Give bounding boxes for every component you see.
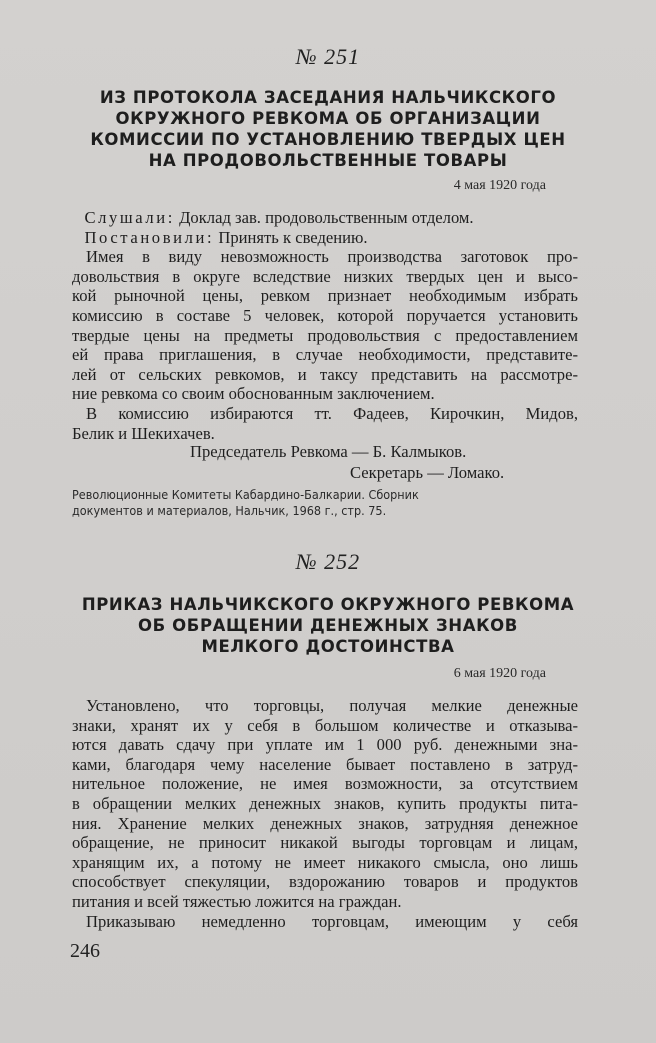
text-line: ются давать сдачу при уплате им 1 000 руб. денежными зна-: [72, 735, 578, 755]
text-line: довольствия в округе вследствие низких твердых цен и высо-: [72, 266, 578, 286]
text-line: В комиссию избираются тт. Фадеев, Кирочкин, Мидов,: [86, 403, 578, 423]
text-line: нительное положение, не имея возможности, за отсутствием: [72, 774, 578, 794]
heard-label: Слушали:: [84, 208, 175, 227]
text-line: питания и всей тяжестью ложится на граждан.: [72, 891, 402, 911]
document-body: [72, 696, 578, 931]
document-date: 6 мая 1920 года: [453, 666, 546, 681]
text-line: лей от сельских ревкомов, и таксу представить на рассмотре-: [72, 364, 578, 384]
document-title: [40, 87, 616, 171]
text-line: в обращении мелких денежных знаков, купить продукты пита-: [72, 793, 578, 813]
document-number: № 251: [295, 44, 361, 69]
document-title: [40, 594, 616, 657]
resolved-label: Постановили:: [84, 227, 215, 247]
source-reference: [72, 487, 578, 519]
document-date: 4 мая 1920 года: [453, 178, 546, 193]
heard-text: Доклад зав. продовольственным отделом.: [174, 208, 474, 227]
title-line: ОКРУЖНОГО РЕВКОМА ОБ ОРГАНИЗАЦИИ: [115, 109, 541, 128]
text-line: знаки, хранят их у себя в большом количестве и отказыва-: [72, 715, 578, 735]
text-line: способствует спекуляции, вздорожанию товаров и продуктов: [72, 872, 578, 892]
page-number: 246: [70, 940, 100, 962]
text-line: Приказываю немедленно торговцам, имеющим у себя: [86, 911, 578, 931]
text-line: Имея в виду невозможность производства заготовок про-: [86, 247, 578, 267]
title-line: КОМИССИИ ПО УСТАНОВЛЕНИЮ ТВЕРДЫХ ЦЕН: [90, 130, 566, 149]
text-line: Белик и Шекихачев.: [72, 423, 215, 443]
resolved-text: Принять к сведению.: [214, 227, 368, 247]
text-line: обращение, не приносит никакой выгоды торговцам и лицам,: [72, 833, 578, 853]
text-line: ния. Хранение мелких денежных знаков, затрудняя денежное: [72, 813, 578, 833]
text-line: хранящим их, а потому не имеет никакого смысла, оно лишь: [72, 852, 578, 872]
text-line: комиссию в составе 5 человек, которой поручается установить: [72, 305, 578, 325]
signature-chairman: Председатель Ревкома — Б. Калмыков.: [190, 442, 467, 461]
source-line: документов и материалов, Нальчик, 1968 г., стр. 75.: [72, 503, 387, 518]
document-number: № 252: [295, 549, 361, 574]
signature-secretary: Секретарь — Ломако.: [350, 463, 505, 482]
text-line: ей права приглашения, в случае необходимости, представите-: [72, 345, 578, 365]
text-line: ками, благодаря чему население бывает поставлено в затруд-: [72, 754, 578, 774]
document-body: [72, 208, 578, 443]
title-line: ПРИКАЗ НАЛЬЧИКСКОГО ОКРУЖНОГО РЕВКОМА: [81, 595, 575, 614]
title-line: ИЗ ПРОТОКОЛА ЗАСЕДАНИЯ НАЛЬЧИКСКОГО: [99, 88, 557, 107]
source-line: Революционные Комитеты Кабардино-Балкарии. Сборник: [72, 487, 419, 502]
text-line: кой рыночной цены, ревком признает необходимым избрать: [72, 286, 578, 306]
title-line: МЕЛКОГО ДОСТОИНСТВА: [201, 637, 455, 656]
text-line: ние ревкома со своим обоснованным заключением.: [72, 384, 435, 404]
heard-line: [72, 208, 578, 228]
text-line: твердые цены на предметы продовольствия с предоставлением: [72, 325, 578, 345]
title-line: НА ПРОДОВОЛЬСТВЕННЫЕ ТОВАРЫ: [148, 151, 508, 170]
text-line: Установлено, что торговцы, получая мелкие денежные: [86, 696, 578, 715]
resolved-line: [72, 228, 578, 248]
title-line: ОБ ОБРАЩЕНИИ ДЕНЕЖНЫХ ЗНАКОВ: [138, 616, 518, 635]
